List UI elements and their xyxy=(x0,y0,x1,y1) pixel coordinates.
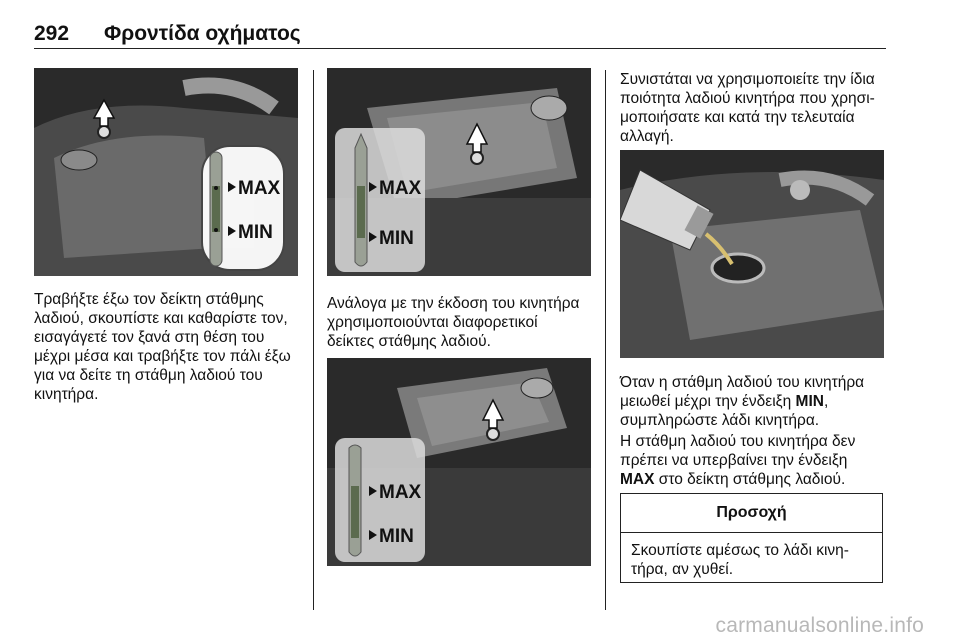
min-label: MIN xyxy=(379,228,414,249)
page-number: 292 xyxy=(34,22,70,45)
max-label: MAX xyxy=(379,178,422,199)
oil-pouring-illustration xyxy=(620,150,884,358)
max-label: MAX xyxy=(379,482,422,503)
dipstick-figure-1 xyxy=(34,68,298,276)
caution-title: Προσοχή xyxy=(621,494,882,533)
dipstick-figure-3 xyxy=(327,358,591,566)
column-divider xyxy=(605,70,606,610)
column3-paragraph2: Όταν η στάθμη λαδιού του κινητήρα μειωθεί μέχρι την ένδειξη MIN, συμπληρώστε λάδι κινητήρα. xyxy=(620,374,865,429)
column3-paragraph3: Η στάθμη λαδιού του κινητήρα δεν πρέπει να υπερβαίνει την ένδειξη MAX στο δείκτη στάθμης λαδιού. xyxy=(620,433,856,488)
column-divider xyxy=(313,70,314,610)
min-label: MIN xyxy=(379,526,414,547)
engine-illustration xyxy=(327,68,591,276)
dipstick-figure-2 xyxy=(327,68,591,276)
column2-paragraph: Ανάλογα με την έκδοση του κινητήρα χρησιμοποιούνται διαφορετικοί δείκτες στάθμης λαδιού. xyxy=(327,295,580,350)
caution-text: Σκουπίστε αμέσως το λάδι κινη‐ τήρα, αν χυθεί. xyxy=(631,542,849,578)
min-indicator-text: MIN xyxy=(795,393,824,410)
caution-box xyxy=(620,493,883,583)
column3-paragraph1: Συνιστάται να χρησιμοποιείτε την ίδια ποιότητα λαδιού κινητήρα που χρησι‐ μοποιήσατε και κατά την τελευταία αλλαγή. xyxy=(620,71,875,145)
column1-paragraph: Τραβήξτε έξω τον δείκτη στάθμης λαδιού, σκουπίστε και καθαρίστε τον, εισαγάγετέ τον ξανά στη θέση του μέχρι μέσα και τραβήξτε τον πάλι έξω για να δείτε τη στάθμη λαδιού του κινητήρα. xyxy=(34,291,291,403)
max-label: MAX xyxy=(238,178,281,199)
engine-illustration xyxy=(34,68,298,276)
min-label: MIN xyxy=(238,222,273,243)
engine-illustration xyxy=(327,358,591,566)
watermark[interactable]: carmanualsonline.info xyxy=(715,614,924,637)
page-title: Φροντίδα οχήματος xyxy=(104,22,301,45)
oil-filling-figure xyxy=(620,150,884,358)
max-indicator-text: MAX xyxy=(620,471,655,488)
page-header xyxy=(34,14,886,49)
